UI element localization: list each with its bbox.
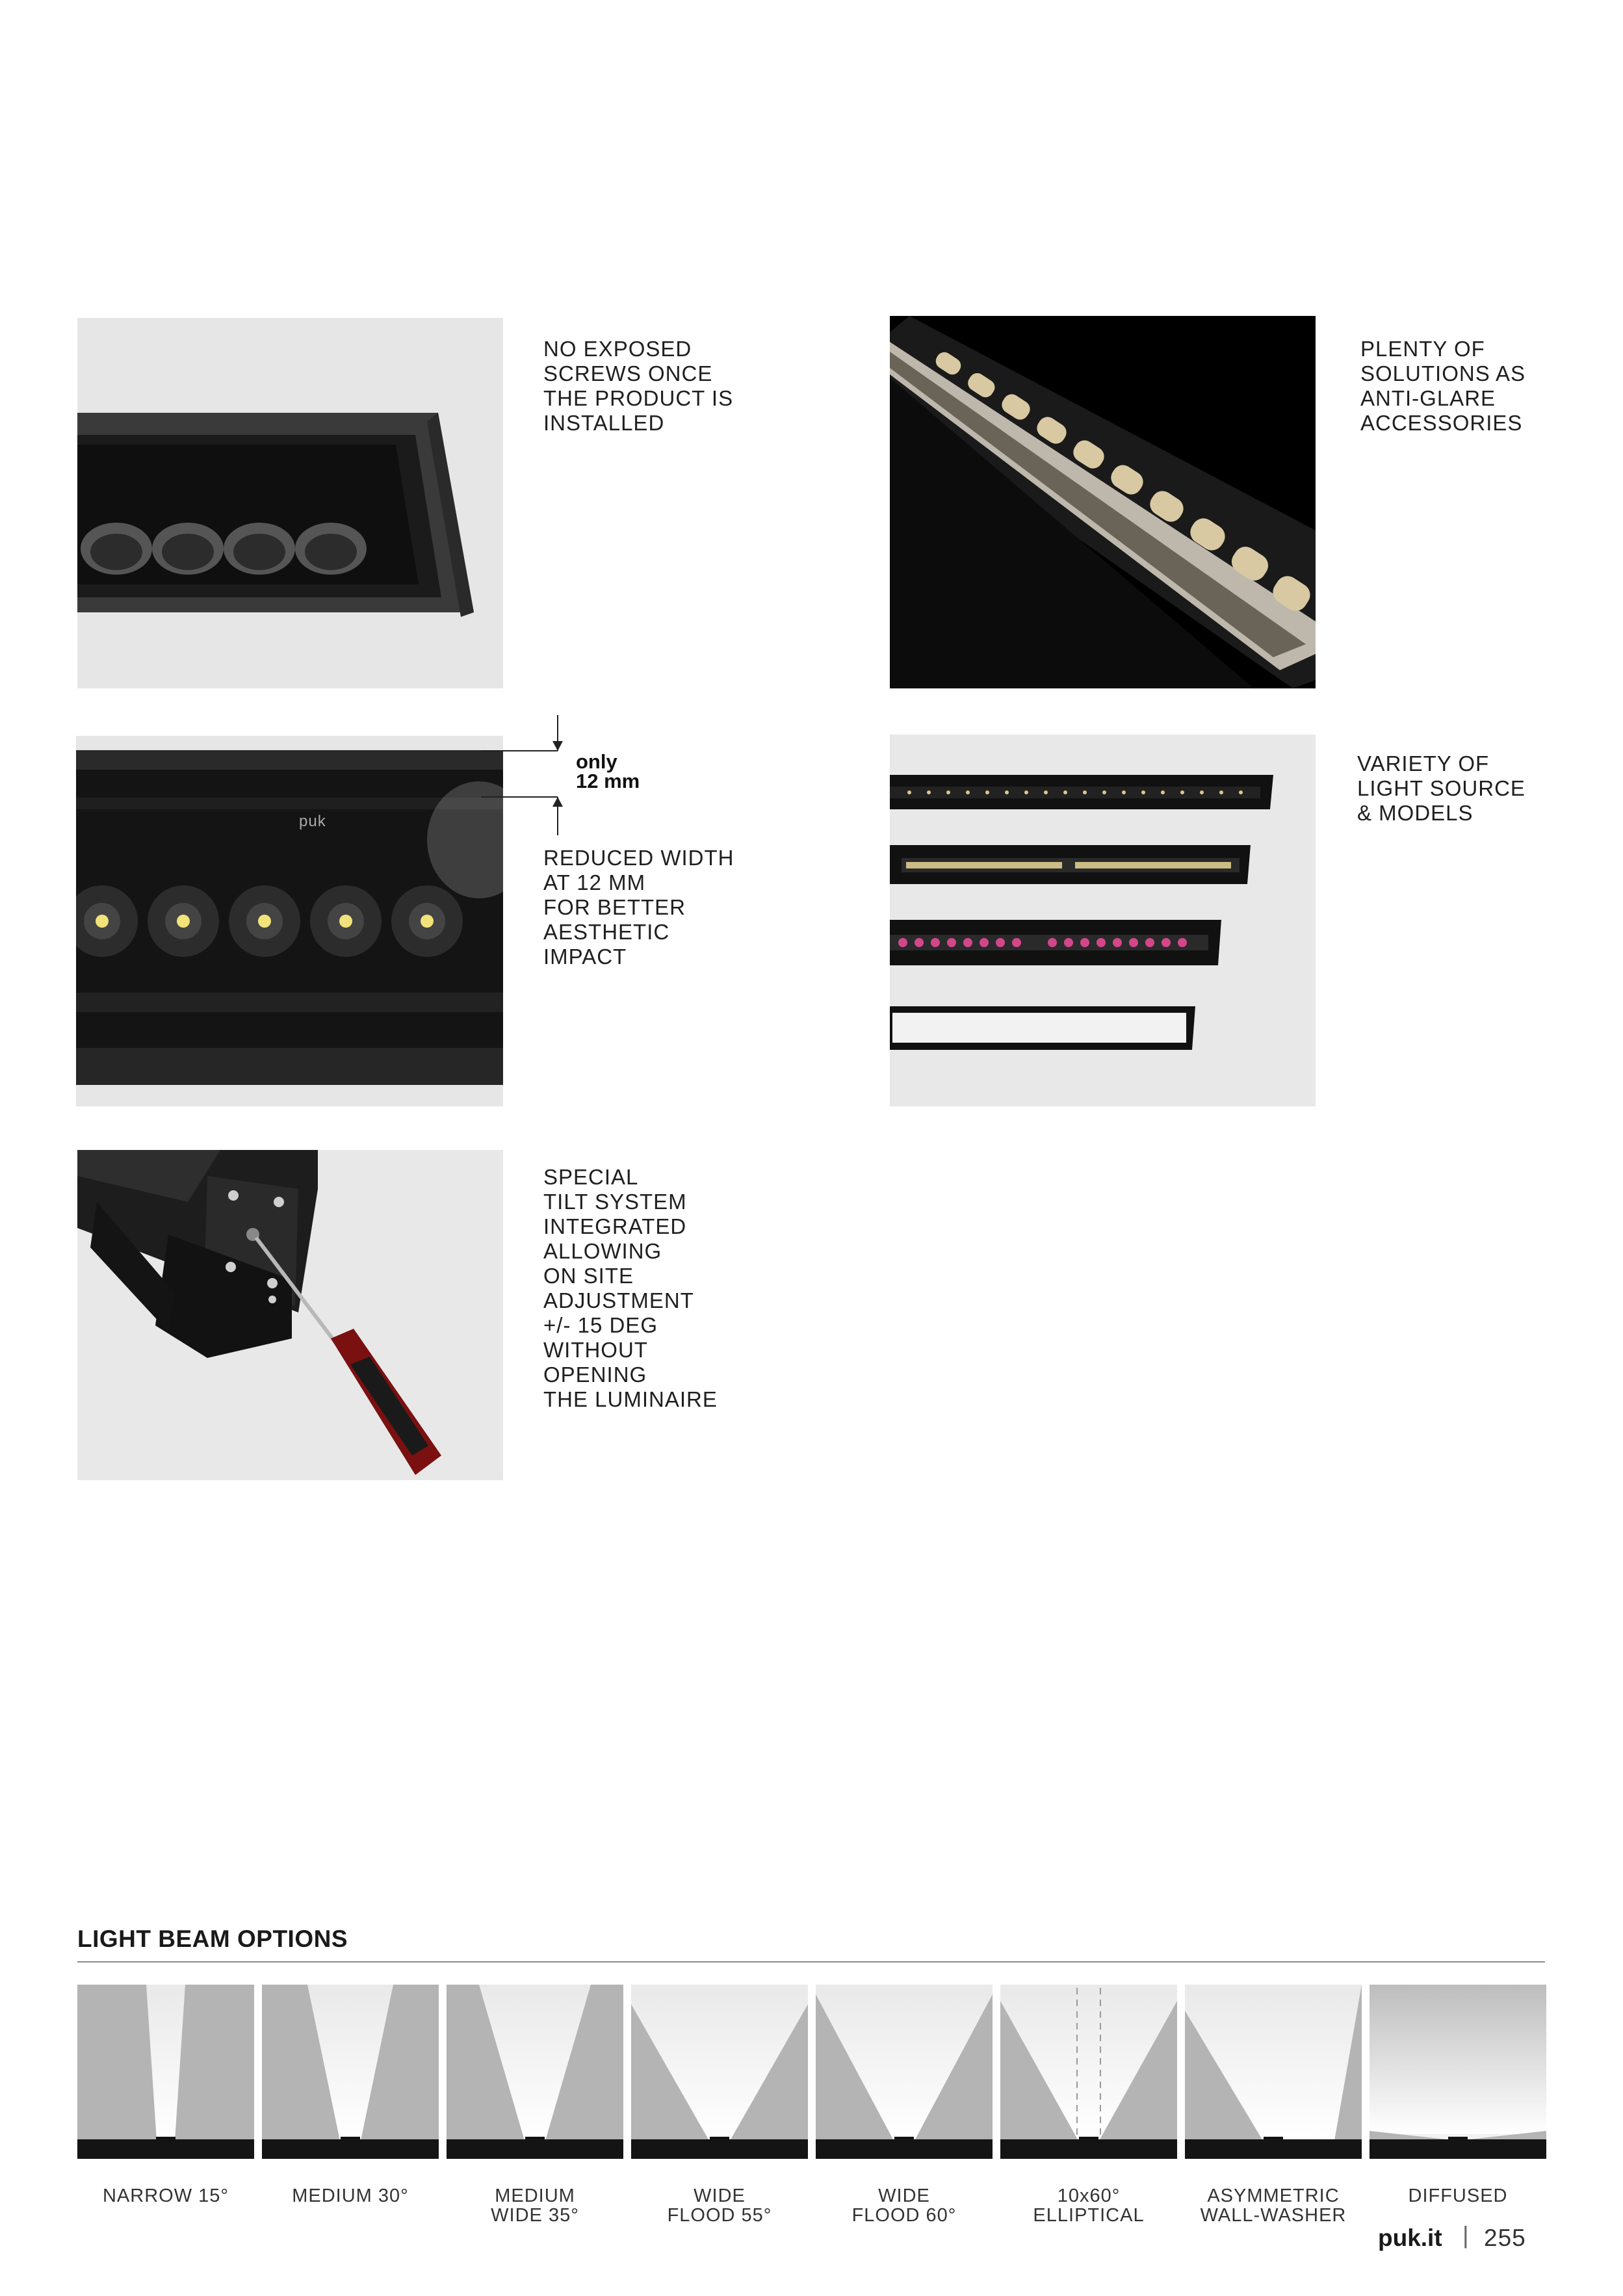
beam-diagram-medium — [262, 1985, 439, 2159]
beam-diagram-wide-60 — [816, 1985, 993, 2159]
caption-tilt-system: SPECIAL TILT SYSTEM INTEGRATED ALLOWING ON SITE ADJUSTMENT +/- 15 DEG WITHOUT OPENING THE LUMINAIRE — [543, 1165, 718, 1411]
section-title-light-beam-options: LIGHT BEAM OPTIONS — [77, 1925, 348, 1952]
beam-diagram-narrow — [77, 1985, 254, 2159]
beam-label-diffused: DIFFUSED — [1408, 2185, 1508, 2206]
puk-logo: puk — [299, 813, 326, 830]
page-number: 255 — [1484, 2224, 1526, 2251]
beam-label-medium: MEDIUM 30° — [292, 2185, 409, 2206]
beam-diagram-diffused — [1370, 1985, 1546, 2159]
beam-label-wide-55: WIDE FLOOD 55° — [667, 2185, 772, 2226]
beam-label-elliptical: 10x60° ELLIPTICAL — [1033, 2185, 1145, 2226]
photo-light-source-variety — [890, 735, 1316, 1106]
beam-diagram-wide-55 — [631, 1985, 808, 2159]
caption-anti-glare-accessories: PLENTY OF SOLUTIONS AS ANTI-GLARE ACCESSORIES — [1360, 337, 1526, 435]
beam-label-narrow: NARROW 15° — [102, 2185, 229, 2206]
footer-brand: puk.it — [1378, 2224, 1442, 2251]
beam-label-asymmetric: ASYMMETRIC WALL-WASHER — [1200, 2185, 1347, 2226]
beam-label-medium-wide: MEDIUM WIDE 35° — [491, 2185, 579, 2226]
beam-diagram-medium-wide — [447, 1985, 623, 2159]
caption-reduced-width: REDUCED WIDTH AT 12 MM FOR BETTER AESTHETIC IMPACT — [543, 846, 734, 969]
caption-no-exposed-screws: NO EXPOSED SCREWS ONCE THE PRODUCT IS INSTALLED — [543, 337, 734, 435]
divider — [77, 1961, 1545, 1963]
beam-diagram-asymmetric — [1185, 1985, 1362, 2159]
dimension-marker — [481, 715, 572, 855]
beam-diagram-elliptical — [1000, 1985, 1177, 2159]
photo-tilt-system — [77, 1150, 503, 1480]
photo-reduced-width — [76, 736, 503, 1106]
dimension-note: only 12 mm — [576, 750, 640, 792]
beam-label-wide-60: WIDE FLOOD 60° — [851, 2185, 957, 2226]
photo-no-exposed-screws — [77, 318, 503, 688]
photo-anti-glare-accessories — [890, 316, 1316, 688]
caption-light-source-variety: VARIETY OF LIGHT SOURCE & MODELS — [1357, 751, 1526, 825]
footer-separator: | — [1462, 2222, 1469, 2249]
